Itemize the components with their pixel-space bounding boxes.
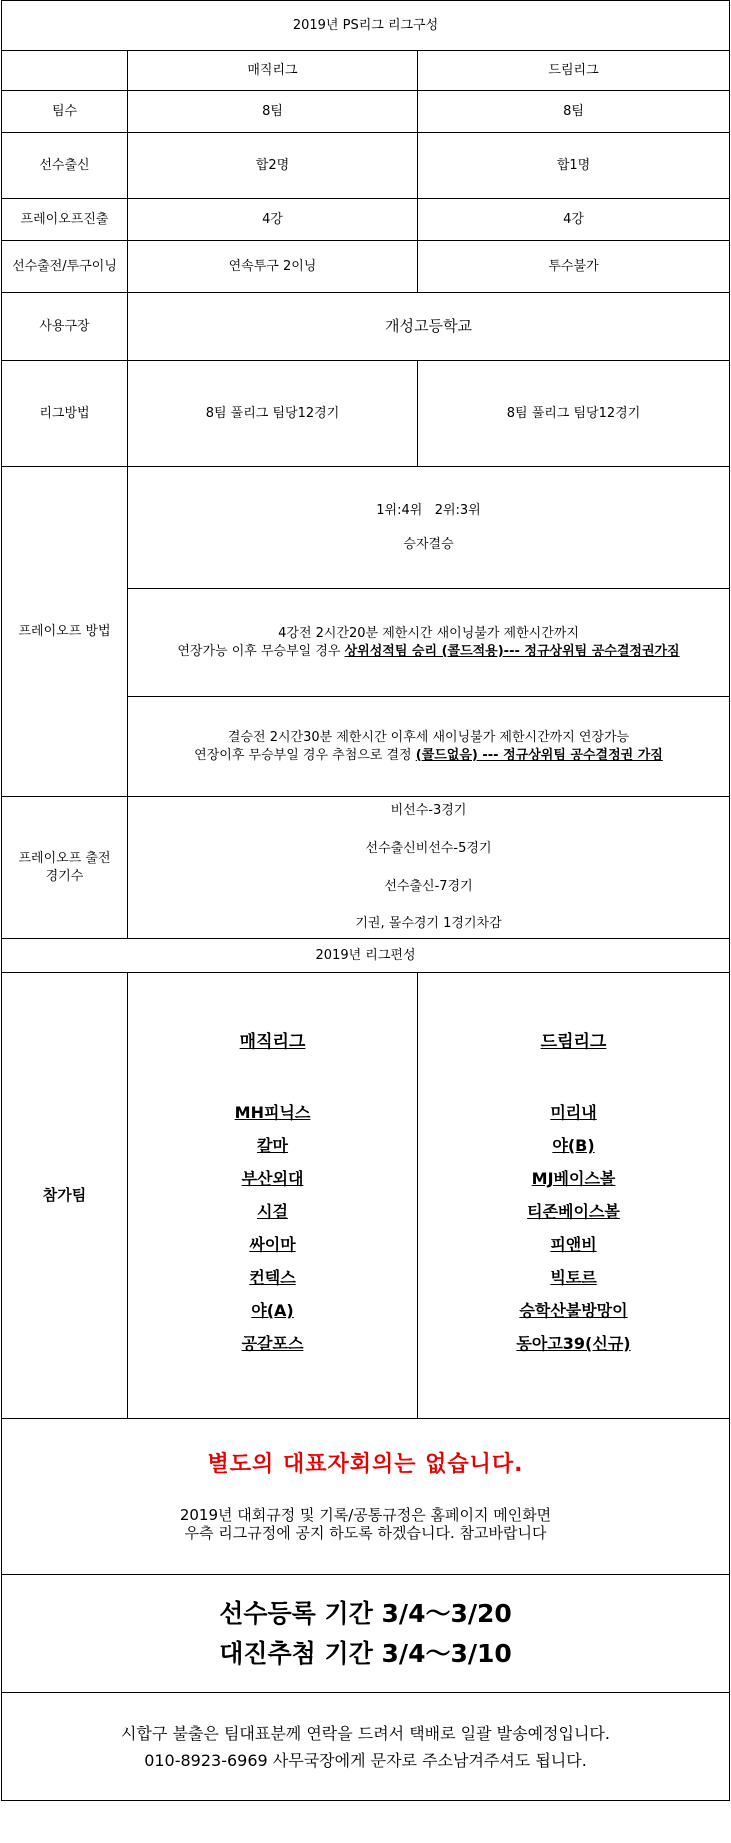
team-name: 동아고39(신규) [516, 1333, 631, 1353]
draw-period: 대진추첨 기간 3/4～3/10 [219, 1638, 512, 1668]
semi-result-text: 승자결승 [403, 536, 454, 552]
footer-line-1: 시합구 불출은 팀대표분께 연락을 드려서 택배로 일괄 발송예정입니다. [121, 1723, 610, 1743]
team-name: 싸이마 [249, 1234, 296, 1254]
semi-rule-2-bold: 상위성적팀 승리 (콜드적용)--- 정규상위팀 공수결정권가짐 [344, 643, 680, 659]
magic-league-title: 매직리그 [239, 1032, 306, 1053]
semi-matchups-text: 1위:4위 2위:3위 [376, 502, 481, 518]
team-name: 컨텍스 [249, 1267, 296, 1287]
empty-cell [2, 51, 128, 91]
dream-players: 합1명 [418, 133, 730, 199]
dream-playoff-entry: 4강 [418, 199, 730, 241]
magic-teams-list [128, 973, 418, 1419]
semi-rule-2-prefix: 연장가능 이후 무승부일 경우 [177, 643, 345, 659]
team-name: 시걸 [257, 1201, 288, 1221]
team-name: 피앤비 [550, 1234, 597, 1254]
team-name: 빅토르 [550, 1267, 597, 1287]
formation-header: 2019년 리그편성 [2, 939, 730, 973]
semi-rule-1: 4강전 2시간20분 제한시간 새이닝불가 제한시간까지 [278, 625, 579, 641]
dream-league-title: 드림리그 [540, 1032, 607, 1053]
playoff-games-line: 비선수-3경기 [390, 803, 467, 819]
notice-line-1: 2019년 대회규정 및 기록/공통규정은 홈페이지 메인화면 [179, 1505, 552, 1524]
venue-value: 개성고등학교 [128, 293, 730, 361]
header-dream-league: 드림리그 [418, 51, 730, 91]
dream-teams-list [418, 973, 730, 1419]
label-playoff-games-line1: 프레이오프 출전 [18, 850, 111, 866]
league-table [1, 0, 730, 1801]
label-venue: 사용구장 [2, 293, 128, 361]
final-rule-2-bold: (콜드없음) --- 정규상위팀 공수결정권 가짐 [415, 747, 663, 763]
final-rule-2-prefix: 연장이후 무승부일 경우 추첨으로 결정 [194, 747, 416, 763]
header-magic-league: 매직리그 [128, 51, 418, 91]
dream-league-method: 8팀 풀리그 팀당12경기 [418, 361, 730, 467]
label-playoff-games [2, 797, 128, 939]
footer-line-2: 010-8923-6969 사무국장에게 문자로 주소남겨주셔도 됩니다. [144, 1750, 587, 1770]
team-name: 부산외대 [241, 1168, 304, 1188]
playoff-semi-matchups [128, 467, 730, 589]
team-name: 공갈포스 [241, 1333, 304, 1353]
dream-pitching: 투수불가 [418, 241, 730, 293]
team-name: MJ베이스볼 [531, 1168, 616, 1188]
label-playoff-games-line2: 경기수 [45, 868, 84, 884]
magic-league-method: 8팀 풀리그 팀당12경기 [128, 361, 418, 467]
team-name: 미리내 [550, 1102, 597, 1122]
team-name: 야(A) [251, 1300, 294, 1320]
playoff-semi-rules [128, 589, 730, 697]
team-name: 티존베이스볼 [527, 1201, 620, 1221]
dream-teams-count: 8팀 [418, 91, 730, 133]
team-name: 칼마 [257, 1135, 288, 1155]
registration-period: 선수등록 기간 3/4～3/20 [219, 1598, 512, 1628]
label-league-method: 리그방법 [2, 361, 128, 467]
magic-playoff-entry: 4강 [128, 199, 418, 241]
final-rule-1: 결승전 2시간30분 제한시간 이후세 새이닝불가 제한시간까지 연장가능 [227, 729, 630, 745]
notice-red-text: 별도의 대표자회의는 없습니다. [207, 1451, 524, 1477]
playoff-games-line: 기권, 몰수경기 1경기차감 [355, 916, 502, 932]
label-players: 선수출신 [2, 133, 128, 199]
magic-teams-count: 8팀 [128, 91, 418, 133]
magic-pitching: 연속투구 2이닝 [128, 241, 418, 293]
team-name: MH피닉스 [234, 1102, 311, 1122]
label-playoff-entry: 프레이오프진출 [2, 199, 128, 241]
semi-rule-2 [128, 643, 729, 661]
team-name: 승학산불방망이 [519, 1300, 628, 1320]
label-pitching: 선수출전/투구이닝 [2, 241, 128, 293]
magic-players: 합2명 [128, 133, 418, 199]
playoff-games-line: 선수출신-7경기 [384, 878, 473, 894]
playoff-final-rules [128, 697, 730, 797]
notice-line-2: 우측 리그규정에 공지 하도록 하겠습니다. 참고바랍니다 [184, 1524, 547, 1543]
team-name: 야(B) [552, 1135, 595, 1155]
final-rule-2 [128, 747, 729, 765]
page-title: 2019년 PS리그 리그구성 [2, 1, 730, 51]
period-block [2, 1575, 730, 1693]
playoff-games-line: 선수출신비선수-5경기 [365, 840, 492, 856]
playoff-games-list [128, 797, 730, 939]
label-participants: 참가팀 [2, 973, 128, 1419]
footer-block [2, 1693, 730, 1801]
label-teams: 팀수 [2, 91, 128, 133]
notice-block [2, 1419, 730, 1575]
label-playoff-method: 프레이오프 방법 [2, 467, 128, 797]
